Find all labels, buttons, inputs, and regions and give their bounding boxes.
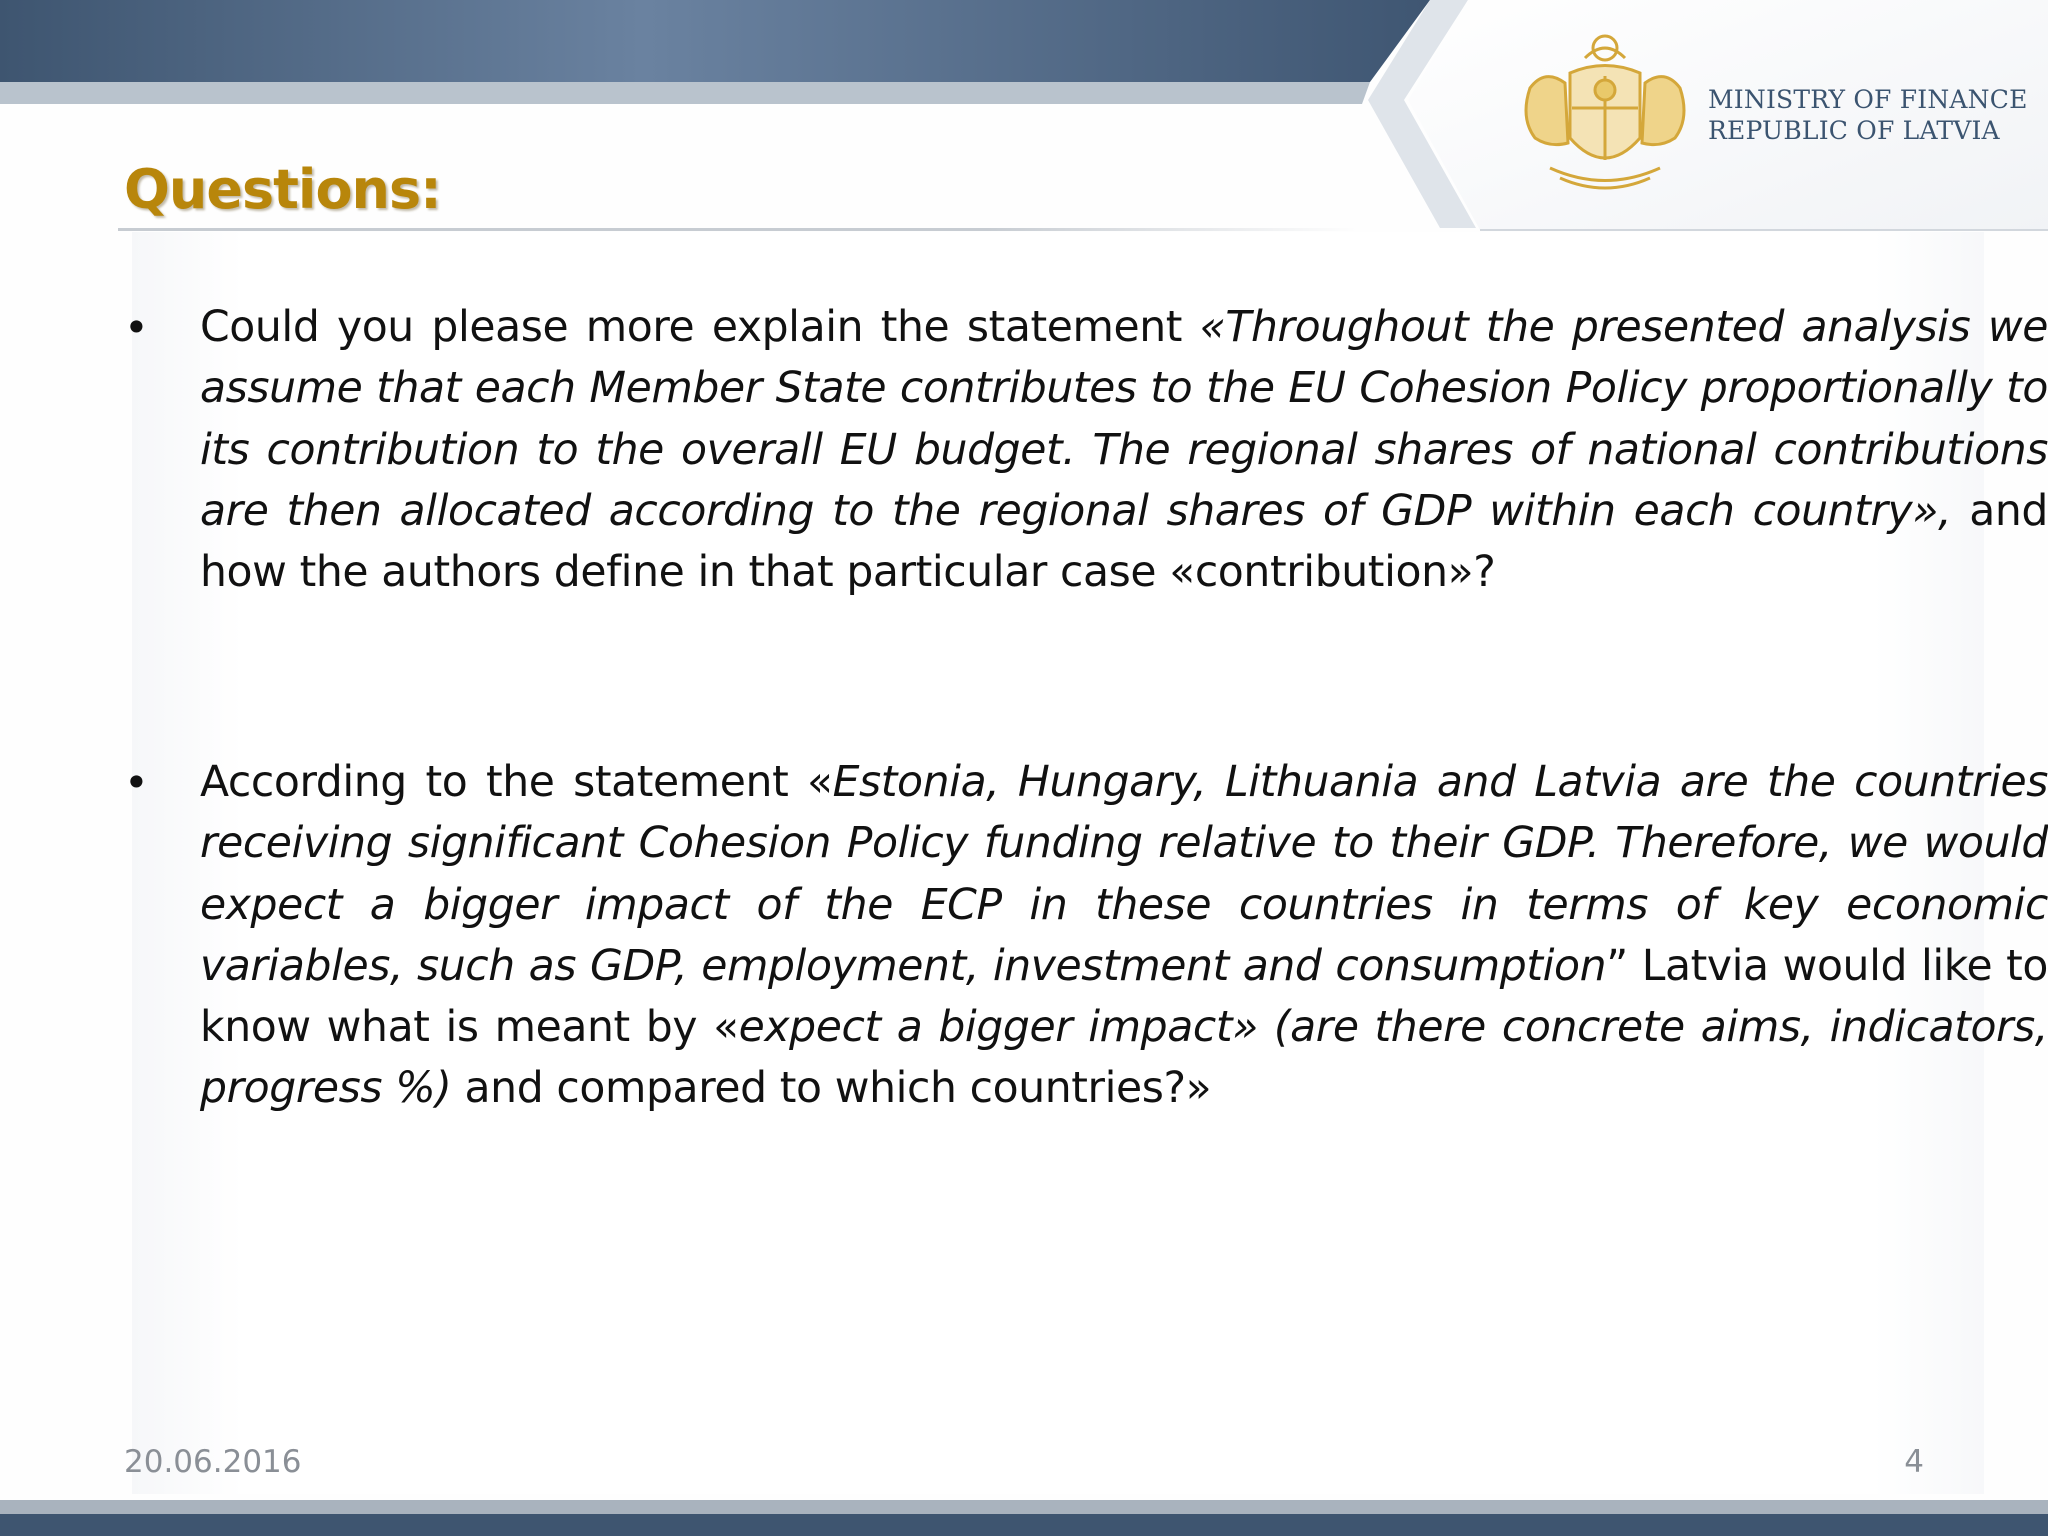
bullet-marker: •: [124, 303, 149, 352]
text-segment: and compared to which countries?»: [451, 1064, 1212, 1114]
quoted-text-segment: expect a bigger impact» (are there concrete aims, indicators, progress %): [200, 1003, 2048, 1114]
footer-band: [0, 1500, 2048, 1536]
footer-date: 20.06.2016: [124, 1444, 302, 1480]
title-divider: [118, 228, 1358, 231]
text-segment: and how the authors define in that particular case «contribution»?: [200, 486, 2048, 598]
quoted-text-segment: Estonia, Hungary, Lithuania and Latvia are the countries receiving significant Cohesion Policy funding relative to their GDP. Therefore, we would expect a bigger impact of the ECP in these countries in terms of key economic variables, such as GDP, employment, investment and consumption: [200, 758, 2048, 991]
coat-of-arms-logo: [1490, 28, 1720, 198]
slide-title: Questions:: [124, 158, 441, 221]
ministry-line-1: MINISTRY OF FINANCE: [1708, 85, 2028, 114]
text-segment: Could you please more explain the statement: [200, 303, 1200, 352]
quoted-text-segment: «Throughout the presented analysis we assume that each Member State contributes to the EU Cohesion Policy proportionally to its contribution to the overall EU budget. The regional shares of national contributions are then allocated according to the regional shares of GDP within each country»,: [200, 303, 2048, 536]
bullet-marker: •: [124, 758, 149, 807]
question-text: [200, 297, 2048, 603]
page-number: 4: [1904, 1444, 1924, 1480]
ministry-line-2: REPUBLIC OF LATVIA: [1708, 116, 2000, 145]
text-segment: ” Latvia would like to know what is meant by «: [200, 941, 2048, 1053]
question-text: [200, 752, 2048, 1120]
text-segment: According to the statement «: [200, 758, 833, 807]
ministry-name: [1708, 84, 2028, 146]
